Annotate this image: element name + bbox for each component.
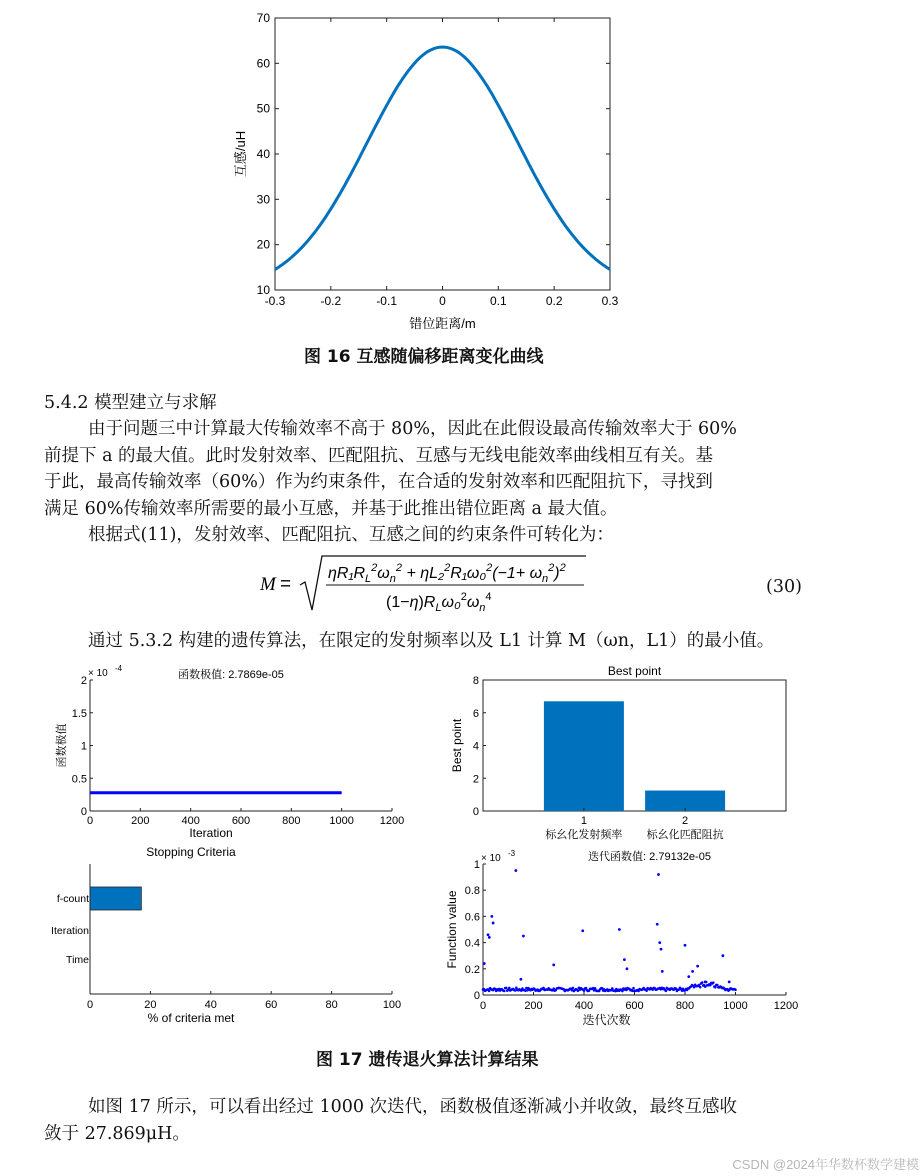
y-tick-label: 0.6 (464, 911, 480, 924)
stopping-criteria-x-label: % of criteria met (147, 1011, 235, 1025)
iteration-point (728, 981, 731, 984)
x-tick-label: -0.1 (376, 294, 398, 308)
extremum-x-label: Iteration (189, 826, 233, 840)
x-tick-label: 1200 (379, 815, 405, 827)
best-point-y-label: Best point (450, 718, 464, 773)
iteration-point (716, 984, 719, 987)
mutual-inductance-chart (220, 8, 640, 334)
x-tick-label: -0.3 (264, 294, 286, 308)
x-tick-label: 0 (86, 815, 94, 827)
section-heading: 5.4.2 模型建立与求解 (44, 393, 217, 413)
y-tick-label: 0.8 (464, 885, 480, 898)
iteration-point (522, 935, 525, 938)
y-tick-label: 0.4 (464, 937, 480, 950)
paragraph-1 (44, 416, 737, 522)
x-tick-label: 100 (382, 999, 402, 1011)
iteration-point (656, 923, 659, 926)
category-label-1: 标幺化发射频率 (545, 829, 623, 841)
iteration-point (712, 981, 715, 984)
iteration-point (519, 978, 522, 981)
x-tick-label: 0.3 (601, 294, 619, 308)
equation-graphic (256, 552, 816, 616)
x-tick-label: 2 (682, 815, 689, 827)
y-tick-label: 10 (256, 283, 270, 297)
iteration-point (626, 967, 629, 970)
iteration-point (658, 941, 661, 944)
y-tick-label: 2 (80, 675, 87, 687)
iteration-point (552, 963, 555, 966)
y-tick-label: 6 (472, 707, 479, 720)
iteration-title: 迭代函数值: 2.79132e-05 (588, 851, 711, 863)
y-tick-label: 1 (473, 859, 480, 871)
best-point-bar-2 (645, 791, 725, 811)
extremum-y-label: 函数极值 (56, 723, 68, 768)
svg-text:=: = (280, 574, 292, 595)
iteration-point (503, 990, 506, 993)
y-axis-label: 互感/uH (233, 130, 248, 178)
x-tick-label: 1 (580, 815, 587, 827)
x-tick-label: 80 (325, 999, 338, 1011)
best-point-frame (483, 680, 786, 811)
y-tick-label: 1 (80, 740, 87, 753)
figure-17-caption: 图 17 遗传退火算法计算结果 (316, 1050, 539, 1070)
iteration-point (701, 981, 704, 984)
iteration-point (660, 948, 663, 951)
y-tick-label: 0 (80, 806, 87, 818)
best-point-bar-1 (544, 701, 624, 811)
svg-text:ηR₁RL2ωn2 + ηL₂2R₁ω₀2(−1+ ωn2): $\eta R_1R_L^2\omega_n^2 + \eta L_2^2R_1\omega_0^2(-1+ \omega_n^2)^2$ (328, 562, 566, 585)
y-exponent-label: × 10 (481, 853, 501, 864)
y-tick-label: 70 (256, 11, 270, 25)
watermark: CSDN @2024年华数杯数学建模 (732, 1157, 919, 1172)
x-tick-label: 40 (204, 999, 217, 1011)
conclusion-paragraph (44, 1094, 737, 1147)
iteration-x-label: 迭代次数 (582, 1013, 631, 1027)
equation-number: (30) (766, 577, 802, 597)
x-tick-label: 600 (231, 815, 251, 827)
y-tick-label: 2 (472, 773, 479, 786)
criteria-label-iteration: Iteration (51, 925, 89, 937)
best-point-title: Best point (607, 664, 662, 678)
iteration-point (645, 989, 648, 992)
iteration-point (508, 987, 511, 990)
y-tick-label: 0.5 (71, 773, 87, 786)
x-tick-label: 0 (439, 294, 446, 308)
x-tick-label: 200 (524, 1000, 543, 1012)
paragraph-1-line-2: 前提下 a 的最大值。此时发射效率、匹配阻抗、互感与无线电能效率曲线相互有关。基 (44, 445, 714, 466)
conclusion-line-1: 如图 17 所示，可以看出经过 1000 次迭代，函数极值逐渐减小并收敛，最终互感收 (88, 1097, 738, 1117)
x-tick-label: 0 (479, 1000, 487, 1012)
y-exponent-power: -3 (508, 849, 516, 858)
equation-30 (256, 552, 816, 616)
iteration-point (699, 986, 702, 989)
x-tick-label: 0.1 (489, 294, 507, 308)
iteration-point (581, 929, 584, 932)
x-tick-label: 400 (181, 815, 200, 827)
x-tick-label: 400 (574, 1000, 594, 1012)
iteration-point (657, 873, 660, 876)
extremum-title: 函数极值: 2.7869e-05 (178, 669, 284, 681)
figure-16 (220, 8, 640, 334)
y-tick-label: 8 (472, 675, 479, 687)
iteration-point (618, 928, 621, 931)
stopping-criteria-title: Stopping Criteria (146, 845, 236, 859)
x-tick-label: 60 (265, 999, 278, 1011)
x-tick-label: 1000 (723, 1000, 748, 1012)
criteria-bar-f-count (90, 887, 141, 910)
paragraph-1-line-4: 满足 60%传输效率所需要的最小互感，并基于此推出错位距离 a 最大值。 (44, 498, 618, 519)
iteration-point (488, 936, 491, 939)
y-exponent-label: × 10 (88, 668, 108, 679)
x-axis-label: 错位距离/m (409, 316, 476, 331)
criteria-label-f-count: f-count (56, 893, 89, 905)
x-tick-label: 20 (144, 999, 157, 1011)
paragraph-3: 通过 5.3.2 构建的遗传算法，在限定的发射频率以及 L1 计算 M（ωn，L1）的最小值。 (88, 631, 775, 651)
y-exponent-power: -4 (115, 664, 123, 673)
x-tick-label: 0 (86, 999, 94, 1011)
criteria-label-time: Time (66, 954, 89, 966)
y-tick-label: 0 (472, 806, 479, 818)
y-tick-label: 50 (256, 101, 270, 116)
x-tick-label: 800 (675, 1000, 695, 1012)
y-tick-label: 0 (473, 990, 480, 1002)
iteration-y-label: Function value (445, 890, 459, 969)
y-tick-label: 40 (256, 147, 270, 161)
iteration-point (483, 962, 486, 965)
y-tick-label: 20 (256, 237, 270, 252)
plot-frame (275, 18, 610, 290)
iteration-point (721, 954, 724, 957)
y-tick-label: 0.2 (464, 963, 480, 976)
y-tick-label: 60 (256, 56, 270, 71)
x-tick-label: 1200 (773, 1000, 799, 1012)
iteration-point (734, 989, 737, 992)
x-tick-label: 800 (282, 815, 301, 827)
conclusion-line-2: 敛于 27.869μH。 (44, 1123, 190, 1144)
x-tick-label: 600 (625, 1000, 644, 1012)
paragraph-1-line-3: 于此，最高传输效率（60%）作为约束条件，在合适的发射效率和匹配阻抗下，寻找到 (44, 472, 713, 492)
iteration-point (505, 987, 508, 990)
x-tick-label: 200 (131, 815, 150, 827)
iteration-point (684, 944, 687, 947)
x-tick-label: 1000 (329, 815, 354, 827)
iteration-point (514, 869, 517, 872)
y-tick-label: 1.5 (71, 707, 87, 720)
iteration-point (572, 987, 575, 990)
iteration-point (661, 970, 664, 973)
x-tick-label: 0.2 (545, 294, 563, 308)
iteration-point (623, 958, 626, 961)
iteration-point (487, 933, 490, 936)
figure-17 (40, 660, 840, 1035)
svg-text:M: M (260, 574, 276, 595)
y-tick-label: 4 (472, 740, 479, 753)
paragraph-2: 根据式(11)，发射效率、匹配阻抗、互感之间的约束条件可转化为： (88, 525, 614, 545)
iteration-point (490, 915, 493, 918)
figure-16-caption: 图 16 互感随偏移距离变化曲线 (304, 347, 544, 367)
y-tick-label: 30 (256, 192, 270, 207)
paragraph-1-line-1: 由于问题三中计算最大传输效率不高于 80%，因此在此假设最高传输效率大于 60% (88, 419, 737, 439)
iteration-point (704, 981, 707, 984)
iteration-point (691, 970, 694, 973)
ga-results-figure (40, 660, 840, 1035)
iteration-point (632, 987, 635, 990)
category-label-2: 标幺化匹配阻抗 (646, 829, 724, 841)
x-tick-label: -0.2 (320, 294, 342, 308)
svg-text:(1−η)RLω₀2ωn4: $(1-\eta)R_L\omega_0^2\omega_n^4$ (386, 591, 492, 614)
iteration-point (696, 965, 699, 968)
iteration-point (488, 990, 491, 993)
iteration-point (714, 986, 717, 989)
iteration-point (492, 922, 495, 925)
iteration-point (687, 975, 690, 978)
